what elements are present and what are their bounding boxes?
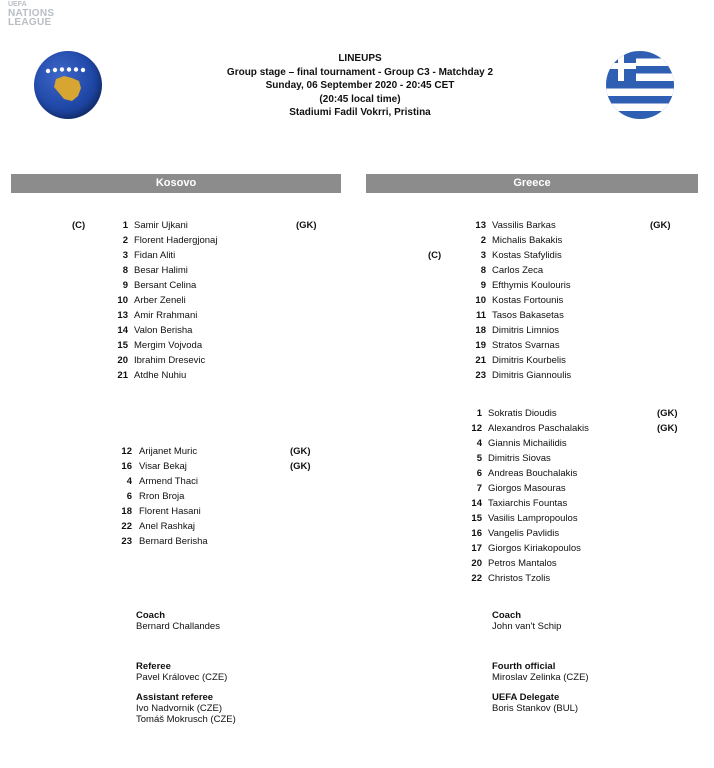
player-number: 21 — [475, 355, 486, 366]
player-number: 4 — [126, 476, 132, 487]
assistant-referee-block — [136, 692, 236, 725]
player-name: Stratos Svarnas — [492, 340, 560, 351]
player-name: Arber Zeneli — [134, 295, 186, 306]
player-name: Kostas Stafylidis — [492, 250, 562, 261]
player-number: 2 — [122, 235, 128, 246]
player-name: Vassilis Barkas — [492, 220, 556, 231]
player-name: Michalis Bakakis — [492, 235, 563, 246]
player-number: 19 — [475, 340, 486, 351]
kosovo-flag-icon — [34, 51, 102, 119]
uefa-delegate-block — [492, 692, 578, 714]
player-name: Visar Bekaj — [139, 461, 187, 472]
home-coach-label: Coach — [136, 610, 166, 621]
player-name: Florent Hasani — [139, 506, 201, 517]
player-name: Dimitris Kourbelis — [492, 355, 566, 366]
player-number: 3 — [122, 250, 128, 261]
player-name: Giannis Michailidis — [488, 438, 567, 449]
assistant-referee-1: Ivo Nadvornik (CZE) — [136, 703, 223, 714]
player-name: Anel Rashkaj — [139, 521, 195, 532]
player-number: 3 — [480, 250, 486, 261]
player-number: 22 — [121, 521, 132, 532]
header-stage: Group stage – final tournament - Group C3 - Matchday 2 — [226, 66, 494, 78]
player-number: 11 — [475, 310, 486, 321]
player-number: 2 — [480, 235, 486, 246]
player-number: 18 — [475, 325, 486, 336]
player-name: Armend Thaci — [139, 476, 198, 487]
logo-line-2: NATIONS — [8, 8, 55, 19]
header-local-time: (20:45 local time) — [319, 93, 401, 105]
player-number: 21 — [117, 370, 128, 381]
uefa-nations-league-logo — [8, 0, 54, 27]
player-name: Mergim Vojvoda — [134, 340, 203, 351]
player-name: Giorgos Masouras — [488, 483, 566, 494]
player-number: 7 — [476, 483, 482, 494]
player-number: 1 — [122, 220, 128, 231]
player-name: Ibrahim Dresevic — [134, 355, 206, 366]
player-number: 14 — [117, 325, 128, 336]
player-number: 10 — [117, 295, 128, 306]
captain-tag: (C) — [72, 220, 86, 231]
logo-line-1: UEFA — [8, 1, 27, 8]
away-coach-name: John van't Schip — [492, 621, 562, 632]
player-name: Christos Tzolis — [488, 573, 551, 584]
player-name: Sokratis Dioudis — [488, 408, 557, 419]
referee-name: Pavel Královec (CZE) — [136, 672, 228, 683]
player-number: 5 — [476, 453, 482, 464]
player-name: Samir Ujkani — [134, 220, 188, 231]
fourth-official-name: Miroslav Zelinka (CZE) — [492, 672, 589, 683]
player-name: Valon Berisha — [134, 325, 193, 336]
player-number: 14 — [471, 498, 482, 509]
player-name: Dimitris Siovas — [488, 453, 551, 464]
player-name: Dimitris Giannoulis — [492, 370, 572, 381]
player-name: Taxiarchis Fountas — [488, 498, 568, 509]
captain-tag: (C) — [428, 250, 442, 261]
header-date: Sunday, 06 September 2020 - 20:45 CET — [265, 80, 455, 91]
assistant-referee-label: Assistant referee — [136, 692, 214, 703]
player-number: 6 — [476, 468, 482, 479]
player-name: Efthymis Koulouris — [492, 280, 571, 291]
player-number: 9 — [480, 280, 486, 291]
away-coach-label: Coach — [492, 610, 522, 621]
player-number: 16 — [121, 461, 132, 472]
player-number: 18 — [121, 506, 132, 517]
player-name: Vasilis Lampropoulos — [488, 513, 578, 524]
header-venue: Stadiumi Fadil Vokrri, Pristina — [289, 107, 431, 118]
logo-line-3: LEAGUE — [8, 17, 52, 28]
player-name: Amir Rrahmani — [134, 310, 198, 321]
player-name: Bernard Berisha — [139, 536, 208, 547]
fourth-official-block — [492, 661, 589, 683]
player-number: 23 — [121, 536, 132, 547]
player-name: Alexandros Paschalakis — [488, 423, 589, 434]
away-coach-block — [492, 610, 561, 632]
player-number: 15 — [117, 340, 128, 351]
player-name: Bersant Celina — [134, 280, 197, 291]
player-number: 13 — [117, 310, 128, 321]
player-number: 6 — [126, 491, 132, 502]
player-number: 17 — [471, 543, 482, 554]
player-number: 15 — [471, 513, 482, 524]
uefa-delegate-label: UEFA Delegate — [492, 692, 560, 703]
player-number: 20 — [117, 355, 128, 366]
goalkeeper-tag: (GK) — [296, 220, 317, 231]
home-team-bar: Kosovo — [11, 174, 341, 193]
player-name: Carlos Zeca — [492, 265, 544, 276]
match-header — [150, 52, 570, 120]
greece-flag-icon — [606, 51, 674, 119]
assistant-referee-2: Tomáš Mokrusch (CZE) — [136, 714, 236, 725]
uefa-delegate-name: Boris Stankov (BUL) — [492, 703, 579, 714]
player-name: Florent Hadergjonaj — [134, 235, 218, 246]
player-number: 12 — [471, 423, 482, 434]
player-name: Andreas Bouchalakis — [488, 468, 578, 479]
player-number: 20 — [471, 558, 482, 569]
player-name: Giorgos Kiriakopoulos — [488, 543, 581, 554]
player-number: 16 — [471, 528, 482, 539]
goalkeeper-tag: (GK) — [650, 220, 671, 231]
player-name: Tasos Bakasetas — [492, 310, 564, 321]
player-number: 22 — [471, 573, 482, 584]
away-team-bar: Greece — [366, 174, 698, 193]
home-coach-name: Bernard Challandes — [136, 621, 220, 632]
goalkeeper-tag: (GK) — [290, 446, 311, 457]
player-number: 23 — [475, 370, 486, 381]
player-name: Kostas Fortounis — [492, 295, 564, 306]
player-number: 8 — [122, 265, 128, 276]
player-name: Besar Halimi — [134, 265, 188, 276]
referee-label: Referee — [136, 661, 171, 672]
referee-block — [136, 661, 227, 683]
goalkeeper-tag: (GK) — [290, 461, 311, 472]
player-name: Fidan Aliti — [134, 250, 176, 261]
player-number: 4 — [476, 438, 482, 449]
player-name: Atdhe Nuhiu — [134, 370, 187, 381]
fourth-official-label: Fourth official — [492, 661, 556, 672]
goalkeeper-tag: (GK) — [657, 408, 678, 419]
player-number: 10 — [475, 295, 486, 306]
player-name: Arijanet Muric — [139, 446, 198, 457]
player-number: 13 — [475, 220, 486, 231]
player-number: 1 — [476, 408, 482, 419]
player-name: Vangelis Pavlidis — [488, 528, 560, 539]
player-number: 9 — [122, 280, 128, 291]
goalkeeper-tag: (GK) — [657, 423, 678, 434]
header-title: LINEUPS — [338, 53, 382, 64]
player-name: Petros Mantalos — [488, 558, 557, 569]
player-number: 12 — [121, 446, 132, 457]
player-name: Rron Broja — [139, 491, 185, 502]
player-name: Dimitris Limnios — [492, 325, 560, 336]
player-number: 8 — [480, 265, 486, 276]
home-coach-block — [136, 610, 220, 632]
